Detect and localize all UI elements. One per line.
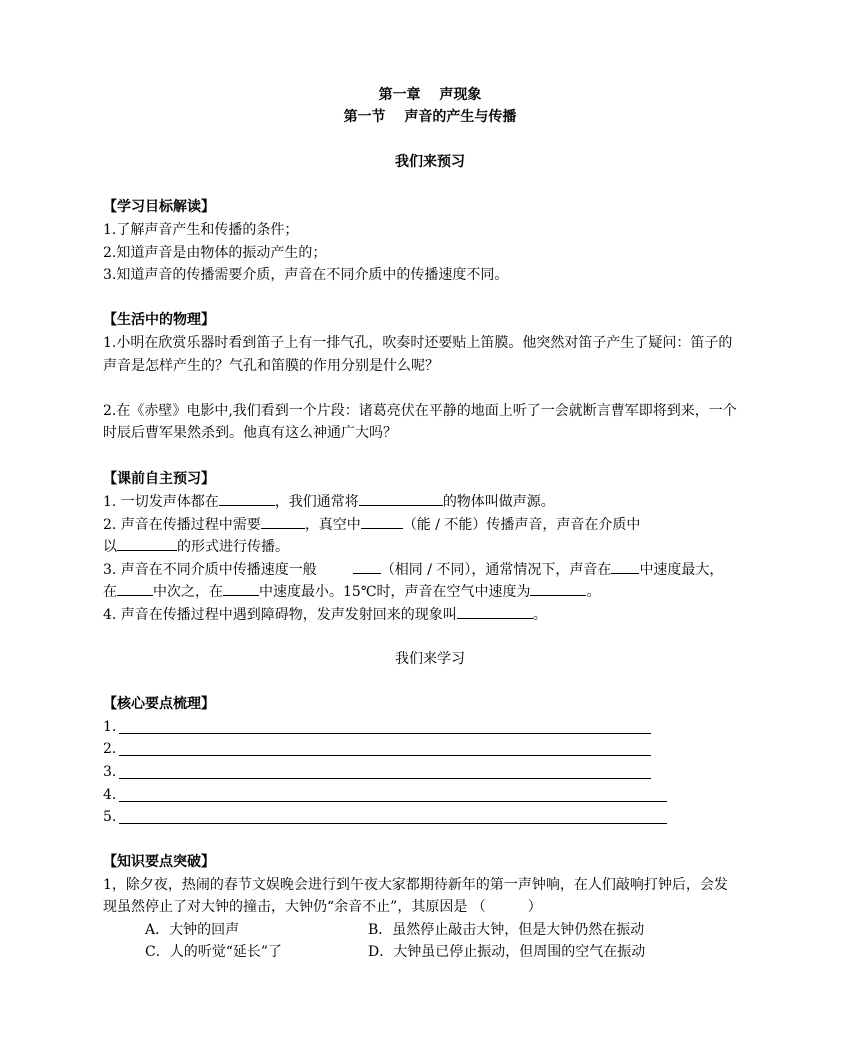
answer-blank[interactable] [219,491,275,506]
breakthrough-q1-line2: 现虽然停止了对大钟的撞击，大钟仍“余音不止”，其原因是 （ ） [103,899,542,915]
self-preview-title: 【课前自主预习】 [103,471,215,487]
preview-question-4: 4. 声音在传播过程中遇到障碍物，发声发射回来的现象叫 。 [103,604,547,625]
learn-heading: 我们来学习 [395,651,465,667]
preview-heading: 我们来预习 [395,154,465,170]
core-point-label-5: 5. [103,809,117,825]
choice-a[interactable]: A．大钟的回声 [145,922,240,938]
breakthrough-q1-line1: 1，除夕夜，热闹的春节文娱晚会进行到午夜大家都期待新年的第一声钟响，在人们敲响打钟后，会发 [103,877,728,893]
life-physics-q2-line2: 时辰后曹军果然杀到。他真有这么神通广大吗？ [103,425,397,441]
core-point-answer-line-2[interactable] [119,755,651,756]
preview-question-3: 3. 声音在不同介质中传播速度一般 （相同 / 不同），通常情况下，声音在 中速度最大， [103,559,723,580]
core-point-answer-line-1[interactable] [119,733,651,734]
answer-blank[interactable] [353,559,381,574]
core-point-answer-line-4[interactable] [119,801,667,802]
chapter-title: 第一章 声现象 [378,87,482,103]
choice-b[interactable]: B．虽然停止敲击大钟，但是大钟仍然在振动 [368,922,645,938]
preview-question-3-cont: 在 中次之，在 中速度最小。15℃时，声音在空气中速度为 。 [103,581,600,602]
preview-question-1: 1. 一切发声体都在 ，我们通常将 的物体叫做声源。 [103,491,555,512]
choice-c[interactable]: C．人的听觉“延长”了 [145,944,283,960]
life-physics-q2-line1: 2.在《赤壁》电影中,我们看到一个片段：诸葛亮伏在平静的地面上听了一会就断言曹军即将到来，一个 [103,403,737,419]
core-point-label-4: 4. [103,787,117,803]
core-point-answer-line-5[interactable] [119,823,667,824]
objectives-title: 【学习目标解读】 [103,199,215,215]
core-point-label-1: 1. [103,719,117,735]
answer-blank[interactable] [359,491,443,506]
life-physics-title: 【生活中的物理】 [103,312,215,328]
objective-item-3: 3.知道声音的传播需要介质，声音在不同介质中的传播速度不同。 [103,267,509,283]
core-point-label-3: 3. [103,764,117,780]
breakthrough-title: 【知识要点突破】 [103,854,215,870]
preview-question-2: 2. 声音在传播过程中需要 ，真空中 （能 / 不能）传播声音，声音在介质中 [103,514,640,535]
objective-item-1: 1.了解声音产生和传播的条件； [103,222,299,238]
answer-blank[interactable] [611,559,639,574]
answer-blank[interactable] [530,581,586,596]
section-title: 第一节 声音的产生与传播 [343,109,517,125]
answer-blank[interactable] [261,514,305,529]
life-physics-q1-line1: 1.小明在欣赏乐器时看到笛子上有一排气孔，吹奏时还要贴上笛膜。他突然对笛子产生了疑问：笛子的 [103,335,733,351]
core-point-label-2: 2. [103,741,117,757]
objective-item-2: 2.知道声音是由物体的振动产生的； [103,245,327,261]
core-points-title: 【核心要点梳理】 [103,696,215,712]
choice-d[interactable]: D．大钟虽已停止振动，但周围的空气在振动 [368,944,646,960]
core-point-answer-line-3[interactable] [119,778,651,779]
answer-blank[interactable] [457,604,533,619]
answer-blank[interactable] [223,581,259,596]
answer-blank[interactable] [361,514,403,529]
answer-blank[interactable] [117,536,177,551]
answer-blank[interactable] [117,581,153,596]
preview-question-2-cont: 以 的形式进行传播。 [103,536,289,557]
life-physics-q1-line2: 声音是怎样产生的？气孔和笛膜的作用分别是什么呢？ [103,358,439,374]
